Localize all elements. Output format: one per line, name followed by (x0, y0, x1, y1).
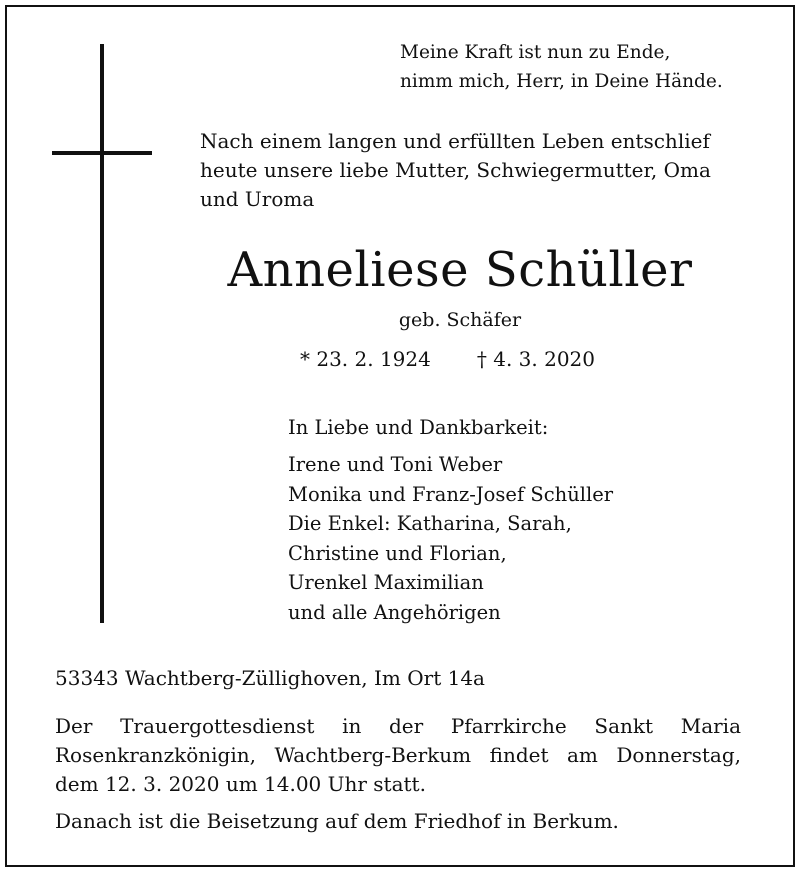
death-date: † 4. 3. 2020 (476, 347, 595, 371)
mourner-line: Monika und Franz-Josef Schüller (288, 482, 614, 506)
mourner-line: Irene und Toni Weber (288, 453, 503, 476)
mourners-list (288, 450, 613, 627)
life-dates (300, 342, 595, 376)
burial-info: Danach ist die Beisetzung auf dem Friedhof in Berkum. (55, 809, 619, 833)
intro-text (200, 127, 711, 214)
intro-line: heute unsere liebe Mutter, Schwiegermutter, Oma (200, 158, 711, 182)
mourner-line: Christine und Florian, (288, 541, 507, 565)
service-line: dem 12. 3. 2020 um 14.00 Uhr statt. (55, 772, 426, 796)
address: 53343 Wachtberg-Züllighoven, Im Ort 14a (55, 666, 485, 690)
deceased-name: Anneliese Schüller (227, 242, 693, 298)
mourner-line: Die Enkel: Katharina, Sarah, (288, 512, 572, 535)
service-info (55, 712, 741, 799)
poem (400, 38, 723, 96)
service-line: Rosenkranzkönigin, Wachtberg-Berkum findet am Donnerstag, (55, 743, 741, 767)
poem-line: Meine Kraft ist nun zu Ende, (400, 42, 671, 63)
maiden-name: geb. Schäfer (398, 309, 522, 331)
service-line: Der Trauergottesdienst in der Pfarrkirche Sankt Maria (55, 714, 741, 738)
thanks-heading: In Liebe und Dankbarkeit: (288, 416, 549, 439)
poem-line: nimm mich, Herr, in Deine Hände. (400, 71, 723, 92)
cross-icon-horizontal (52, 151, 152, 155)
birth-date: * 23. 2. 1924 (300, 347, 431, 371)
intro-line: und Uroma (200, 187, 315, 211)
intro-line: Nach einem langen und erfüllten Leben entschlief (200, 129, 710, 153)
mourner-line: Urenkel Maximilian (288, 571, 484, 594)
mourner-line: und alle Angehörigen (288, 600, 501, 624)
